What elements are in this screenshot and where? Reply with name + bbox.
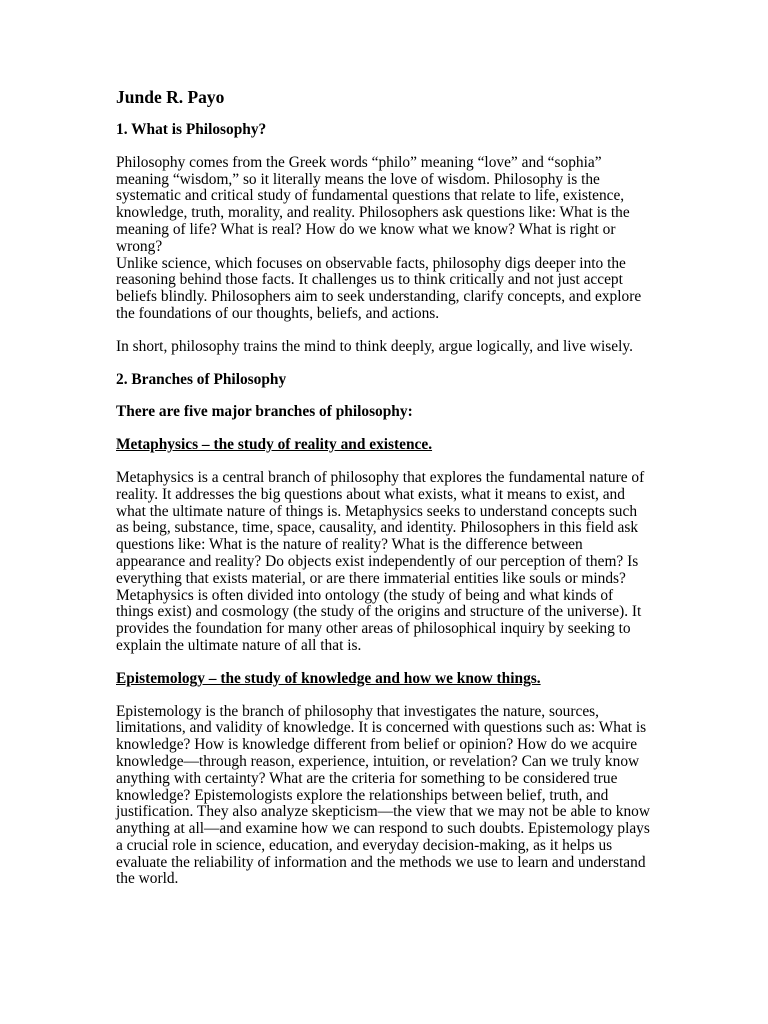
- paragraph-philosophy-definition: Philosophy comes from the Greek words “philo” meaning “love” and “sophia” meaning “wisdom,” so it literally means the love of wisdom. Philosophy is the systematic and critical study of fundamental questions that relate to life, existence, knowledge, truth, morality, and reality. Philosophers ask questions like: What is the meaning of life? What is real? How do we know what we know? What is right or wrong?: [116, 153, 630, 255]
- paragraph-metaphysics: Metaphysics is a central branch of philosophy that explores the fundamental nature of reality. It addresses the big questions about what exists, what it means to exist, and what the ultimate nature of things is. Metaphysics seeks to understand concepts such as being, substance, time, space, causality, and identity. Philosophers in this field ask questions like: What is the nature of reality? What is the difference between appearance and reality? Do objects exist independently of our perception of them? Is everything that exists material, or are there immaterial entities like souls or minds? Metaphysics is often divided into ontology (the study of being and what kinds of things exist) and cosmology (the study of the origins and structure of the universe). It provides the foundation for many other areas of philosophical inquiry by seeking to explain the ultimate nature of all that is.: [116, 468, 645, 654]
- subheading-epistemology: Epistemology – the study of knowledge and how we know things.: [116, 669, 541, 687]
- document-page: [116, 86, 652, 904]
- paragraph-philosophy-vs-science: Unlike science, which focuses on observable facts, philosophy digs deeper into the reasoning behind those facts. It challenges us to think critically and not just accept beliefs blindly. Philosophers aim to seek understanding, clarify concepts, and explore the foundations of our thoughts, beliefs, and actions.: [116, 254, 642, 322]
- section-heading-what-is-philosophy: 1. What is Philosophy?: [116, 121, 267, 138]
- section-heading-branches: 2. Branches of Philosophy: [116, 370, 287, 388]
- branches-intro: There are five major branches of philosophy:: [116, 403, 413, 421]
- paragraph-epistemology: Epistemology is the branch of philosophy that investigates the nature, sources, limitations, and validity of knowledge. It is concerned with questions such as: What is knowledge? How is knowledge different from belief or opinion? How do we acquire knowledge—through reason, experience, intuition, or revelation? Can we truly know anything with certainty? What are the criteria for something to be considered true knowledge? Epistemologists explore the relationships between belief, truth, and justification. They also analyze skepticism—the view that we may not be able to know anything at all—and examine how we can respond to such doubts. Epistemology plays a crucial role in science, education, and everyday decision-making, as it helps us evaluate the reliability of information and the methods we use to learn and understand the world.: [116, 702, 650, 888]
- author-name: Junde R. Payo: [116, 87, 225, 107]
- subheading-metaphysics: Metaphysics – the study of reality and existence.: [116, 436, 433, 454]
- paragraph-philosophy-summary: In short, philosophy trains the mind to think deeply, argue logically, and live wisely.: [116, 337, 633, 355]
